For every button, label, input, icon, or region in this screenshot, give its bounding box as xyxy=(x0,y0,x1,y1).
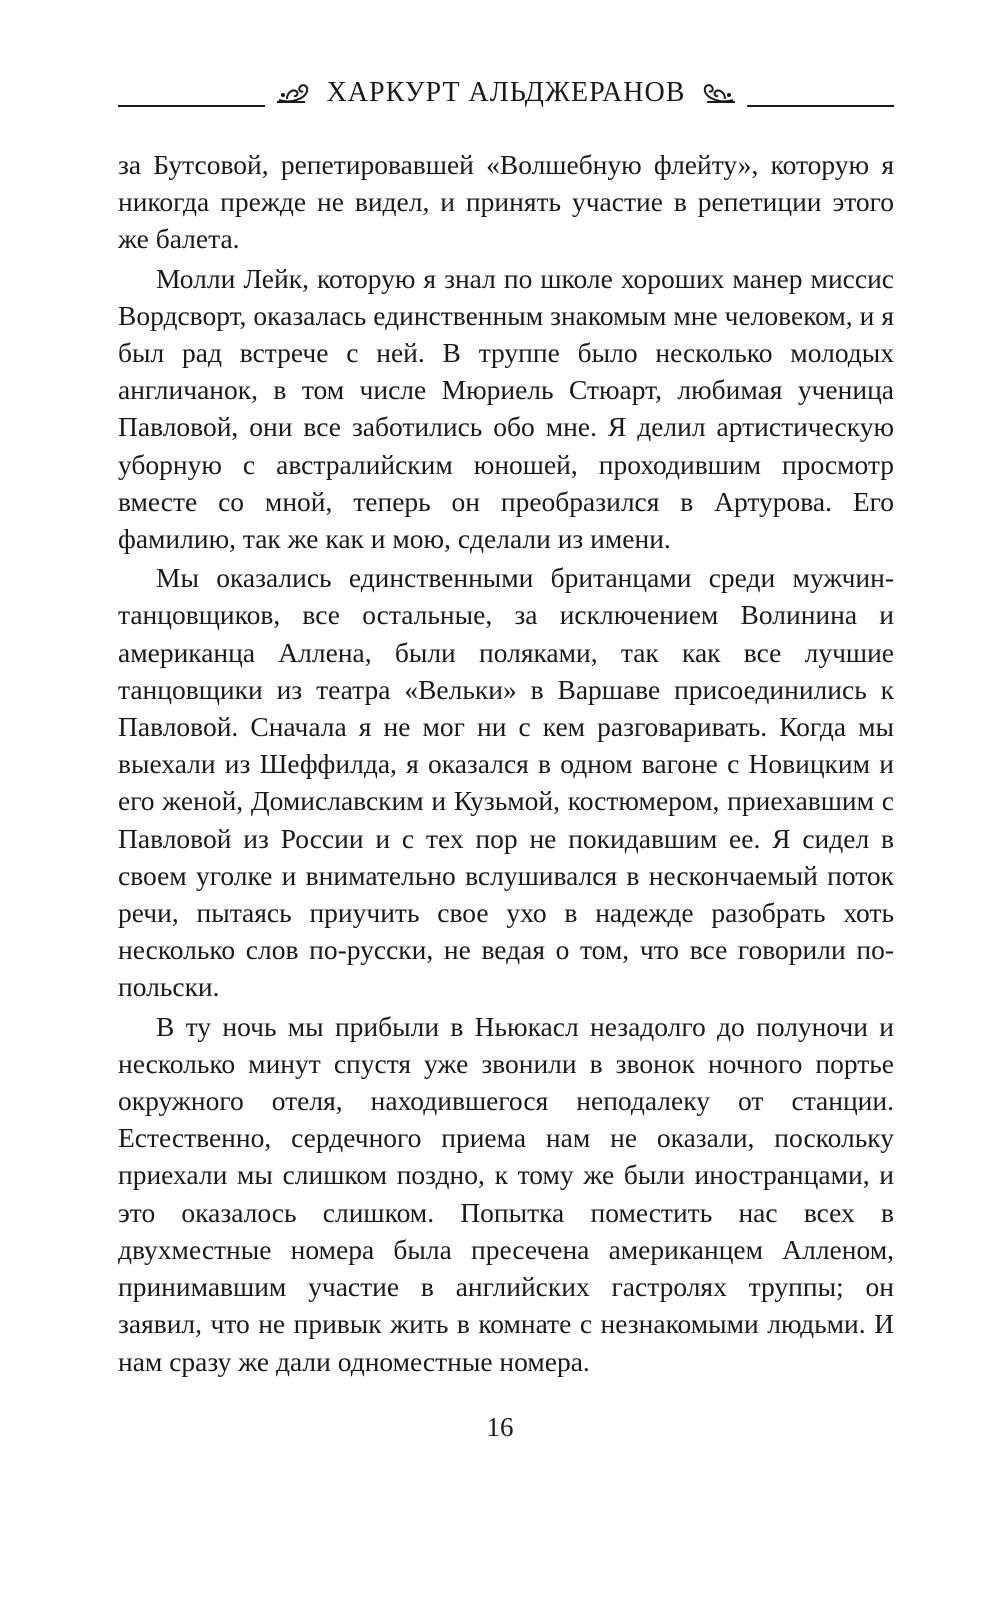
running-header xyxy=(118,72,894,112)
body-text xyxy=(118,146,894,1380)
running-header-title: ХАРКУРТ АЛЬДЖЕРАНОВ xyxy=(326,76,686,108)
paragraph: В ту ночь мы прибыли в Ньюкасл незадолго до полуночи и несколько минут спустя уже звонили в звонок ночного портье окружного отеля, находившегося неподалеку от станции. Естественно, сердечного приема нам не оказали, поскольку приехали мы слишком поздно, к тому же были иностранцами, и это оказалось слишком. Попытка поместить нас всех в двухместные номера была пресечена американцем Алленом, принимавшим участие в английских гастролях труппы; он заявил, что не привык жить в комнате с незнакомыми людьми. И нам сразу же дали одноместные номера. xyxy=(118,1010,894,1377)
fleuron-right-icon xyxy=(701,80,737,106)
fleuron-left-icon xyxy=(275,80,311,106)
paragraph-continued: за Бутсовой, репетировавшей «Волшебную флейту», которую я никогда прежде не видел, и принять участие в репетиции этого же балета. xyxy=(118,149,894,255)
paragraph: Мы оказались единственными британцами среди мужчин-танцовщиков, все остальные, за исключением Волинина и американца Аллена, были поляками, так как все лучшие танцовщики из театра «Вельки» в Варшаве присоединились к Павловой. Сначала я не мог ни с кем разговаривать. Когда мы выехали из Шеффилда, я оказался в одном вагоне с Новицким и его женой, Домиславским и Кузьмой, костюмером, приехавшим с Павловой из России и с тех пор не покидавшим ее. Я сидел в своем уголке и внимательно вслушивался в нескончаемый поток речи, пытаясь приучить свое ухо в надежде разобрать хоть несколько слов по-русски, не ведая о том, что все говорили по-польски. xyxy=(118,562,894,1003)
running-header-inner xyxy=(265,72,746,113)
page-number: 16 xyxy=(486,1412,514,1442)
paragraph: Молли Лейк, которую я знал по школе хороших манер миссис Вордсворт, оказалась единственным знакомым мне человеком, и я был рад встрече с ней. В труппе было несколько молодых англичанок, в том числе Мюриель Стюарт, любимая ученица Павловой, они все заботились обо мне. Я делил артистическую уборную с австралийским юношей, проходившим просмотр вместе со мной, теперь он преобразился в Артурова. Его фамилию, так же как и мою, сделали из имени. xyxy=(118,262,894,555)
